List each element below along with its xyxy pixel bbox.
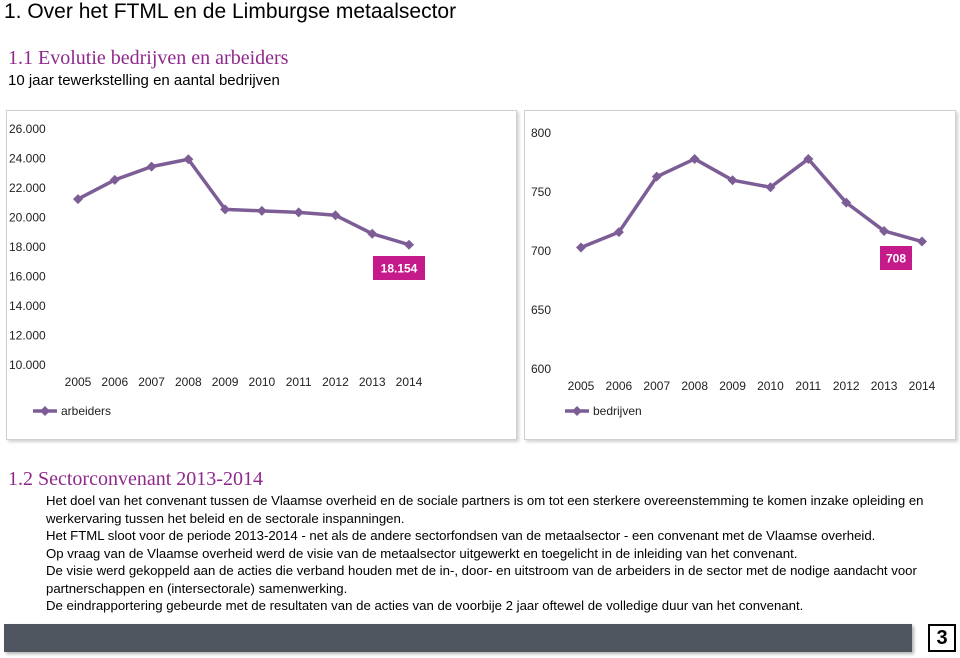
data-point-marker <box>404 240 414 250</box>
x-tick-label: 2009 <box>211 375 239 389</box>
x-tick-label: 2008 <box>174 375 202 389</box>
paragraph: De eindrapportering gebeurde met de resultaten van de acties van de voorbije 2 jaar oftewel de volledige duur van het convenant. <box>46 598 804 613</box>
value-label: 708 <box>885 251 907 266</box>
page-number: 3 <box>928 624 956 652</box>
x-tick-label: 2005 <box>567 379 595 393</box>
paragraph: Het doel van het convenant tussen de Vlaamse overheid en de sociale partners is om tot een sterkere overeenstemming te komen inzake opleiding en werkervaring tussen het beleid en de sectorale inspanningen. <box>46 493 924 526</box>
y-tick-label: 800 <box>531 126 552 140</box>
y-tick-label: 14.000 <box>9 299 46 313</box>
x-tick-label: 2006 <box>605 379 633 393</box>
y-tick-label: 12.000 <box>9 328 46 343</box>
y-tick-label: 10.000 <box>9 358 46 372</box>
paragraph: Het FTML sloot voor de periode 2013-2014 - net als de andere sectorfondsen van de metaalsector - een convenant met de Vlaamse overheid. <box>46 528 876 543</box>
y-tick-label: 20.000 <box>9 210 46 225</box>
body-text <box>46 492 946 615</box>
y-tick-label: 26.000 <box>9 122 46 136</box>
page-title: 1. Over het FTML en de Limburgse metaalsector <box>4 0 457 23</box>
chart-arbeiders-svg <box>7 111 516 439</box>
paragraph: De visie werd gekoppeld aan de acties die verband houden met de in-, door- en uitstroom van de arbeiders in de sector met de nodige aandacht voor partnerschappen en (intersectorale) samenwerking. <box>46 563 917 596</box>
x-tick-label: 2007 <box>643 379 671 393</box>
x-tick-label: 2010 <box>248 375 276 389</box>
paragraph: Op vraag van de Vlaamse overheid werd de visie van de metaalsector uitgewerkt en toegelicht in de inleiding van het convenant. <box>46 545 798 561</box>
y-tick-label: 600 <box>531 362 552 376</box>
series-line <box>581 159 922 248</box>
y-tick-label: 16.000 <box>9 269 46 284</box>
x-tick-label: 2005 <box>64 375 92 389</box>
x-tick-label: 2012 <box>832 379 860 393</box>
x-tick-label: 2014 <box>908 379 936 393</box>
section-heading: 1.2 Sectorconvenant 2013-2014 <box>8 468 263 490</box>
section-heading: 1.1 Evolutie bedrijven en arbeiders <box>8 47 289 69</box>
y-tick-label: 700 <box>531 244 552 258</box>
data-point-marker <box>257 206 267 216</box>
x-tick-label: 2006 <box>101 375 129 389</box>
y-tick-label: 22.000 <box>9 181 46 195</box>
data-point-marker <box>294 207 304 217</box>
y-tick-label: 750 <box>531 185 552 199</box>
x-tick-label: 2011 <box>285 375 312 389</box>
chart-arbeiders <box>6 110 517 440</box>
legend-label: bedrijven <box>593 404 642 418</box>
x-tick-label: 2008 <box>681 379 709 393</box>
legend-marker <box>572 406 582 416</box>
x-tick-label: 2010 <box>757 379 784 393</box>
series-line <box>78 159 409 244</box>
data-point-marker <box>147 162 157 172</box>
chart-bedrijven-svg <box>525 111 955 439</box>
footer-bar <box>4 624 912 652</box>
x-tick-label: 2007 <box>138 375 165 389</box>
section-subtitle: 10 jaar tewerkstelling en aantal bedrijven <box>8 72 280 89</box>
x-tick-label: 2009 <box>719 379 746 393</box>
y-tick-label: 24.000 <box>9 151 46 166</box>
chart-bedrijven <box>524 110 956 440</box>
y-tick-label: 650 <box>531 303 552 317</box>
x-tick-label: 2013 <box>870 379 898 393</box>
x-tick-label: 2011 <box>795 379 822 393</box>
legend-label: arbeiders <box>61 404 112 418</box>
value-label: 18.154 <box>380 261 418 276</box>
x-tick-label: 2014 <box>395 375 423 389</box>
y-tick-label: 18.000 <box>9 240 46 254</box>
data-point-marker <box>576 242 586 252</box>
data-point-marker <box>917 237 927 247</box>
legend-marker <box>40 406 50 416</box>
x-tick-label: 2012 <box>322 375 349 389</box>
x-tick-label: 2013 <box>358 375 386 389</box>
